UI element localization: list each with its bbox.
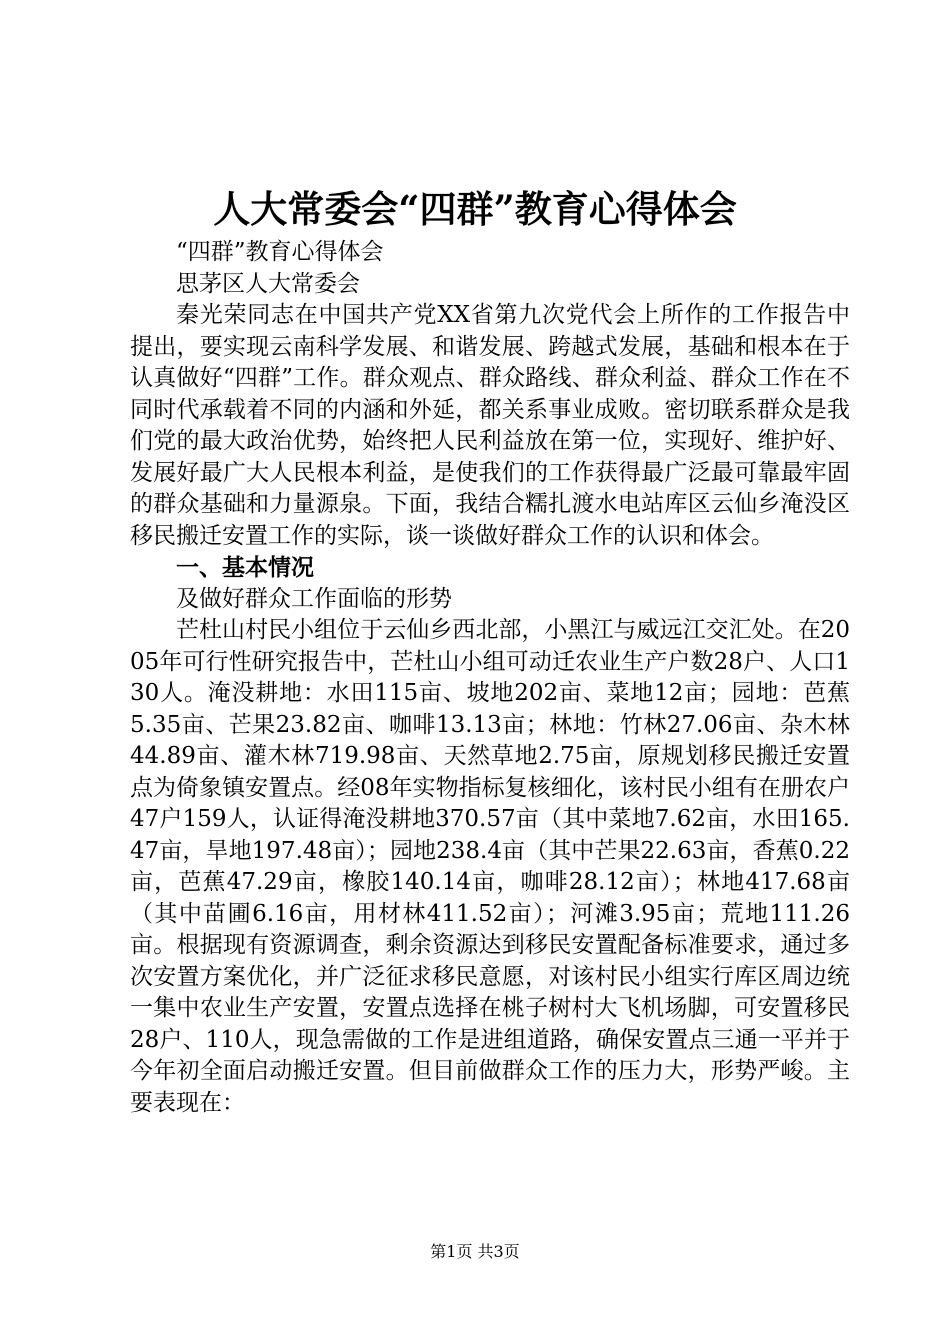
- situation-paragraph: 芒杜山村民小组位于云仙乡西北部，小黑江与威远江交汇处。在2005年可行性研究报告中，芒杜山小组可动迁农业生产户数28户、人口130人。淹没耕地：水田115亩、坡地202亩、菜地12亩；园地：芭蕉5.35亩、芒果23.82亩、咖啡13.13亩；林地：竹林27.06亩、杂木林44.89亩、灌木林719.98亩、天然草地2.75亩，原规划移民搬迁安置点为倚象镇安置点。经08年实物指标复核细化，该村民小组有在册农户47户159人，认证得淹没耕地370.57亩（其中菜地7.62亩，水田165.47亩，旱地197.48亩）；园地238.4亩（其中芒果22.63亩，香蕉0.22亩，芭蕉47.29亩，橡胶140.14亩，咖啡28.12亩）；林地417.68亩（其中苗圃6.16亩，用材林411.52亩）；河滩3.95亩；荒地111.26亩。根据现有资源调查，剩余资源达到移民安置配备标准要求，通过多次安置方案优化，并广泛征求移民意愿，对该村民小组实行库区周边统一集中农业生产安置，安置点选择在桃子树村大飞机场脚，可安置移民28户、110人，现急需做的工作是进组道路，确保安置点三通一平并于今年初全面启动搬迁安置。但目前做群众工作的压力大，形势严峻。主要表现在：: [130, 617, 850, 1116]
- intro-paragraph: 秦光荣同志在中国共产党XX省第九次党代会上所作的工作报告中提出，要实现云南科学发展、和谐发展、跨越式发展，基础和根本在于认真做好“四群”工作。群众观点、群众路线、群众利益、群众工作在不同时代承载着不同的内涵和外延，都关系事业成败。密切联系群众是我们党的最大政治优势，始终把人民利益放在第一位，实现好、维护好、发展好最广大人民根本利益，是使我们的工作获得最广泛最可靠最牢固的群众基础和力量源泉。下面，我结合糯扎渡水电站库区云仙乡淹没区移民搬迁安置工作的实际，谈一谈做好群众工作的认识和体会。: [130, 302, 850, 549]
- document-body: [130, 237, 850, 1119]
- page-footer: 第1页 共3页: [430, 1242, 520, 1261]
- section-subheading: 及做好群众工作面临的形势: [176, 585, 452, 612]
- subtitle-paragraph: “四群”教育心得体会: [176, 239, 384, 265]
- section-heading: 一、基本情况: [176, 554, 314, 581]
- author-paragraph: 思茅区人大常委会: [176, 270, 360, 297]
- document-title: 人大常委会“四群”教育心得体会: [213, 187, 737, 231]
